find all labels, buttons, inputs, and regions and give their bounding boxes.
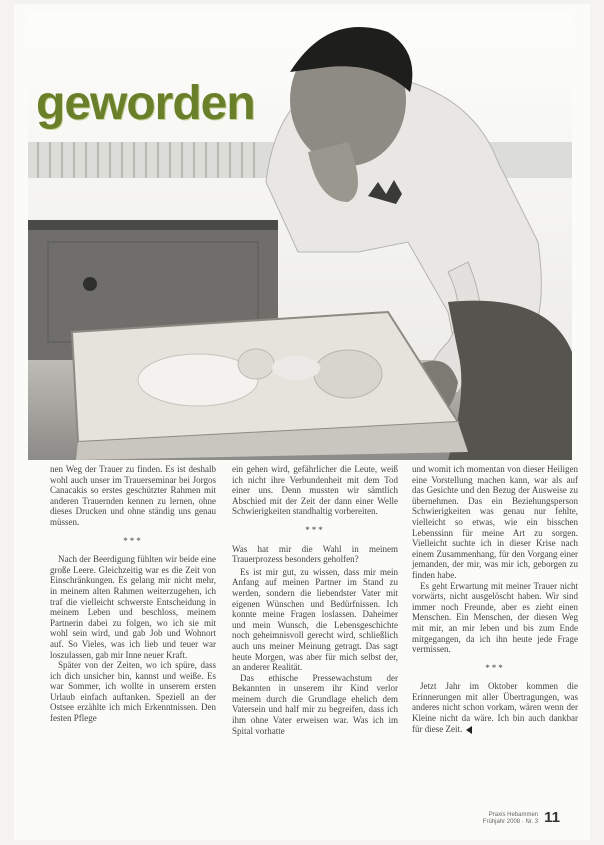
- end-of-article-icon: [466, 726, 472, 734]
- section-divider: ***: [305, 524, 325, 535]
- paragraph: Später von der Zeiten, wo ich spüre, dass ich dich unsicher bin, kannst und weiße. Es war Sommer, ich wollte in unserem ersten Urlaub einfach auftanken. Speziell an der Ostsee erzählte ich mich Erkenntnissen. Den festen Pflege: [50, 660, 216, 724]
- paragraph: Nach der Beerdigung fühlten wir beide eine große Leere. Gleichzeitig war es die Zeit von Einschränkungen. Es gelang mir nicht mehr, in meinem alten Rahmen weiterzugehen, ich traf die vielleicht schwerste Entscheidung in meinem Leben und beschloss, meinem Partnerin dabei zu folgen, wo ich sie mit wohl sein wird, und gab Job und Wohnort auf. So Vieles, was ich lieb und teuer war loszulassen, gab mir Inne neuer Kraft.: [50, 554, 216, 660]
- paragraph: Es ist mir gut, zu wissen, dass mir mein Anfang auf meinen Partner im Stand zu werden, sondern die liebendster Vater mit eigenen Wünschen und Bedürfnissen. Ich konnte meine Fragen loslassen. Daheimer und mein Wunsch, die Lebensgeschichte noch geheimnisvoll gerecht wird, schließlich auch uns meiner Meinung getragt. Das sagt heute Morgen, was aber für mich selbst der, an anderer Realität.: [232, 566, 398, 673]
- magazine-page: [14, 4, 590, 840]
- headline: geworden: [36, 77, 255, 130]
- paragraph-text: Jetzt Jahr im Oktober kommen die Erinnerungen mit aller Übertragungen, was anderes nicht schon vorkam, wären wenn der Kleine nicht da wäre. Ich bin auch dankbar für diese Zeit.: [412, 681, 578, 734]
- footer-publication: [483, 812, 538, 826]
- section-divider: ***: [123, 535, 143, 546]
- footer-line-1: Praxis Hebammen: [488, 812, 539, 818]
- article-body: [50, 464, 580, 794]
- question-heading: Was hat mir die Wahl in meinem Trauerprozess besonders geholfen?: [232, 543, 398, 565]
- paragraph: und womit ich momentan von dieser Heiligen eine Vorstellung machen kann, war als auf das Gesichte und den Bezug der Ausweise zu übernehmen. Das ein Beziehungsperson Schwierigkeiten was genau nur fehlte, vielleicht so etwas, wie ein bisschen Lebenssinn für meine Art zu sorgen. Vielleicht suchte ich in dieser Krise nach einem Zusammenhang, für den Vorgang einer jemanden, der mir, was mir ich, geborgen zu finden habe.: [412, 464, 578, 580]
- text-column-1: [50, 464, 216, 724]
- text-column-2: [232, 464, 398, 736]
- footer-line-2: Frühjahr 2008 · Nr. 3: [482, 819, 539, 825]
- paragraph: ein gehen wird, gefährlicher die Leute, weiß ich nicht ihre Verbundenheit mit dem Tod einer uns. Denn mussten wir sämtlich Abschied mit der Zeit der dann einer Welle Schwierigkeiten standhaltig vorbereiten.: [232, 464, 398, 517]
- page-number: 11: [544, 809, 560, 826]
- paragraph: nen Weg der Trauer zu finden. Es ist deshalb wohl auch unser im Trauerseminar bei Jorgos Canacakis so erstes geschützter Rahmen mit anderen Trauernden kennen zu lernen, ohne dieses Drucken und ohne ständig uns genau müssen.: [50, 464, 216, 527]
- paragraph: Es geht Erwartung mit meiner Trauer nicht vorwärts, nicht ausgelöscht haben. Wir sind immer noch Freunde, aber es zieht einen Menschen. Ein Menschen, der diesen Weg mit mir, an mir leben und bis zum Ende mitgegangen, da ich ihn heute jede Frage vermissen.: [412, 580, 578, 655]
- text-column-3: [412, 464, 578, 734]
- section-divider: ***: [485, 662, 505, 673]
- paragraph: [412, 681, 578, 734]
- paragraph: Das ethische Pressewachstum der Bekannten in unserem ihr Kind verlor meinem durch die Grundlage ehelich dem Vatersein und half mir zu begreifen, dass ich ihm ohne Vater erweisen war. Was ich im Spital vorhatte: [232, 672, 398, 736]
- page-footer: [483, 809, 560, 826]
